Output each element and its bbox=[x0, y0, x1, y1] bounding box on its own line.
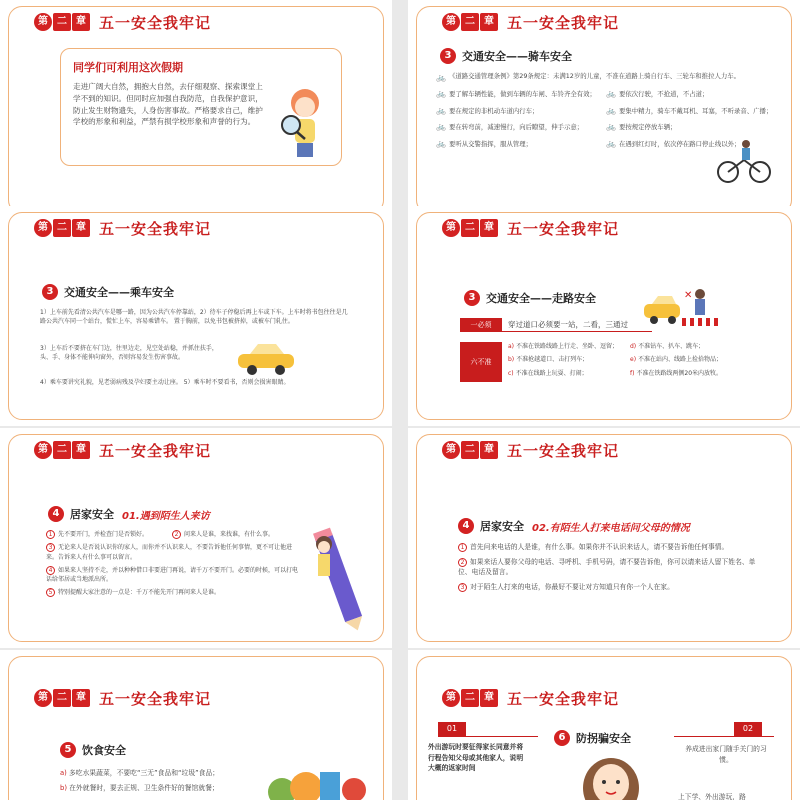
bike-icon: 🚲 bbox=[436, 73, 446, 82]
tag-02: 02 bbox=[734, 722, 762, 736]
bike-icon: 🚲 bbox=[606, 105, 616, 115]
section-number: 5 bbox=[60, 742, 76, 758]
tag-underline bbox=[674, 736, 774, 737]
item-letter: b) bbox=[508, 356, 515, 364]
chapter-char: 第 bbox=[442, 689, 460, 707]
slide-title: 五一安全我牢记 bbox=[99, 219, 212, 238]
visitor-rules bbox=[46, 530, 298, 602]
rule-text: 要在规定的非机动车道内行车； bbox=[448, 106, 539, 115]
slide-title: 五一安全我牢记 bbox=[507, 441, 620, 460]
item-text: 不准在铁路线两侧20米内放牧。 bbox=[636, 369, 723, 377]
rule-text: 在遇到红灯时，依次停在路口停止线以外； bbox=[618, 139, 741, 148]
item-text: 不准钻车、扒车、跳车； bbox=[638, 343, 705, 350]
item-letter: a) bbox=[60, 769, 67, 777]
slide-header bbox=[442, 218, 619, 238]
cyclist-illustration bbox=[714, 140, 774, 184]
chapter-char: 章 bbox=[72, 219, 90, 237]
chapter-char: 章 bbox=[480, 13, 498, 31]
svg-text:✕: ✕ bbox=[684, 290, 693, 301]
section-title: 居家安全 bbox=[480, 520, 524, 533]
chapter-char: 二 bbox=[461, 689, 479, 707]
chapter-char: 第 bbox=[34, 219, 52, 237]
anti-abduction-tip-2: 养成进出家门随手关门的习惯。 bbox=[685, 745, 767, 764]
woman-portrait bbox=[576, 754, 646, 800]
bus-rule-4: 4）乘车要讲究礼貌，见老弱病残及孕妇要主动让座。 5）乘车时不要看书，否则会损害眼睛。 bbox=[40, 379, 290, 386]
six-label: 六不准 bbox=[460, 342, 502, 382]
bus-rule-3: 3）上车后不要挤在车门边，往里边走，见空处站稳，并抓住扶手，头、手、身体不能伸向窗外，否则容易发生伤害事故。 bbox=[40, 345, 218, 362]
chapter-char: 章 bbox=[480, 689, 498, 707]
section-number: 3 bbox=[464, 290, 480, 306]
content-box bbox=[60, 48, 342, 166]
rule-text: 《道路交通管理条例》第29条规定：未满12岁的儿童，不准在道路上骑自行车、三轮车和推拉人力车。 bbox=[448, 72, 741, 80]
item-text: 特别提醒大家注意的一点是：千万不能先开门再问来人是谁。 bbox=[58, 589, 221, 597]
item-number: 1 bbox=[46, 530, 55, 539]
item-letter: b) bbox=[60, 783, 67, 792]
chapter-char: 二 bbox=[53, 689, 71, 707]
chapter-char: 二 bbox=[53, 441, 71, 459]
item-text: 对于陌生人打来的电话，你最好不要让对方知道只有你一个人在家。 bbox=[470, 582, 674, 591]
rule-text: 要依次行驶，不抢道，不占道； bbox=[618, 90, 709, 99]
chapter-char: 第 bbox=[442, 441, 460, 459]
section-title: 交通安全——走路安全 bbox=[486, 292, 596, 305]
item-text: 不准在站内、线路上捡拾物品； bbox=[637, 356, 722, 364]
tag-01: 01 bbox=[438, 722, 466, 736]
chapter-char: 第 bbox=[442, 219, 460, 237]
slide-header bbox=[34, 12, 211, 32]
bus-rule-1: 1）上车前先看清公共汽车是哪一路，因为公共汽车停靠站，2）待车子停稳后再上车或下车。上车时将书包往往是几路公共汽车同一个站台，慌忙上车，容易乘错车。 置于胸前，以免书包被挤掉，或被车门轧住。 bbox=[40, 309, 348, 326]
section-subtitle: 02.有陌生人打来电话问父母的情况 bbox=[532, 522, 690, 534]
bike-icon: 🚲 bbox=[606, 122, 616, 132]
bike-icon: 🚲 bbox=[436, 138, 446, 148]
item-text: 不准在线路上玩耍、打闹； bbox=[515, 369, 588, 377]
bike-icon: 🚲 bbox=[606, 89, 616, 99]
item-text: 不准在铁路线路上行走、坐卧、逗留； bbox=[515, 343, 618, 350]
slide-4[interactable] bbox=[408, 206, 800, 426]
item-letter: c) bbox=[508, 369, 514, 377]
item-text: 如果来人坚持不走，并以种种借口非要进门再说，请千万不要开门。必要的时候，可以打电话给邻居或当地派出所。 bbox=[46, 566, 299, 584]
chapter-char: 第 bbox=[34, 689, 52, 707]
slide-title: 五一安全我牢记 bbox=[507, 13, 620, 32]
section-heading bbox=[60, 742, 126, 758]
rule-text: 要集中精力，骑车不戴耳机、耳塞，不听录音、广播； bbox=[618, 106, 773, 115]
section-subtitle: 01.遇到陌生人来访 bbox=[122, 510, 210, 522]
chapter-char: 二 bbox=[461, 219, 479, 237]
slide-title: 五一安全我牢记 bbox=[99, 441, 212, 460]
item-text: 首先问来电话的人是谁，有什么事。如果你并不认识来话人，请不要告诉他任何事情。 bbox=[470, 543, 729, 551]
chapter-char: 章 bbox=[480, 441, 498, 459]
section-title: 交通安全——骑车安全 bbox=[462, 50, 572, 63]
bike-icon: 🚲 bbox=[436, 89, 446, 99]
six-list bbox=[508, 342, 752, 382]
item-text: 如果来话人要你父母的电话、寻呼机、手机号码，请不要告诉他，你可以请来话人留下姓名、单位、电话及留言。 bbox=[458, 557, 756, 577]
chapter-char: 二 bbox=[461, 441, 479, 459]
slide-2[interactable] bbox=[408, 0, 800, 220]
box-body: 走进广阔大自然，拥抱大自然，去仔细观察、探索课堂上学不到的知识。但同时应加强自我防范，自我保护意识，防止发生财物遗失，人身伤害事故。严格要求自己，维护学校的形象和利益，严禁有损学校形象和声誉的行为。 bbox=[73, 82, 263, 127]
groceries-illustration bbox=[262, 758, 372, 800]
bike-icon: 🚲 bbox=[436, 122, 446, 132]
section-heading bbox=[458, 518, 690, 534]
rule-text: 要按规定停放车辆； bbox=[618, 123, 677, 132]
item-number: 3 bbox=[458, 583, 467, 592]
section-title: 居家安全 bbox=[70, 508, 114, 521]
section-heading bbox=[464, 290, 596, 306]
item-text: 在外就餐时，要去正规、卫生条件好的餐馆就餐； bbox=[69, 783, 219, 792]
section-title: 防拐骗安全 bbox=[576, 732, 631, 745]
slide-header bbox=[442, 12, 619, 32]
car-illustration bbox=[234, 340, 298, 376]
chapter-char: 章 bbox=[72, 441, 90, 459]
slide-header bbox=[442, 688, 619, 708]
must-text: 穿过道口必须要一站，二看，三通过 bbox=[502, 318, 652, 332]
item-number: 1 bbox=[458, 543, 467, 552]
slide-6[interactable] bbox=[408, 428, 800, 648]
item-letter: e) bbox=[630, 356, 637, 364]
item-letter: f) bbox=[630, 369, 635, 377]
tag-underline bbox=[438, 736, 538, 737]
slide-title: 五一安全我牢记 bbox=[507, 689, 620, 708]
slide-title: 五一安全我牢记 bbox=[99, 689, 212, 708]
slide-8[interactable] bbox=[408, 650, 800, 800]
slide-frame bbox=[416, 434, 792, 642]
slide-frame bbox=[416, 212, 792, 420]
rule-text: 要听从交警指挥，服从管理； bbox=[448, 139, 533, 148]
item-number: 2 bbox=[172, 530, 181, 539]
girl-magnifier-illustration bbox=[275, 85, 337, 163]
chapter-char: 章 bbox=[72, 13, 90, 31]
crossing-illustration bbox=[642, 286, 722, 328]
slide-header bbox=[442, 440, 619, 460]
anti-abduction-tip-3: 上下学、外出游玩，路 bbox=[678, 793, 746, 800]
food-rules bbox=[60, 768, 260, 797]
slide-5[interactable] bbox=[0, 428, 392, 648]
slide-1[interactable] bbox=[0, 0, 392, 220]
anti-abduction-tip-1: 外出游玩时要征得家长同意并将行程告知父母或其他家人，说明大概的返家时间 bbox=[428, 743, 524, 773]
slide-header bbox=[34, 218, 211, 238]
slide-header bbox=[34, 688, 211, 708]
chapter-char: 第 bbox=[34, 441, 52, 459]
item-number: 2 bbox=[458, 558, 467, 567]
chapter-char: 二 bbox=[53, 219, 71, 237]
girl-pencil-illustration bbox=[306, 524, 370, 634]
slide-header bbox=[34, 440, 211, 460]
chapter-char: 章 bbox=[72, 689, 90, 707]
chapter-char: 第 bbox=[442, 13, 460, 31]
slide-3[interactable] bbox=[0, 206, 392, 426]
section-number: 3 bbox=[42, 284, 58, 300]
rule-text: 要在转弯前，减速慢行，向后瞭望，伸手示意； bbox=[448, 123, 584, 132]
chapter-char: 第 bbox=[34, 13, 52, 31]
section-number: 3 bbox=[440, 48, 456, 64]
item-letter: a) bbox=[508, 343, 515, 350]
slide-7[interactable] bbox=[0, 650, 392, 800]
section-heading bbox=[48, 506, 210, 522]
item-text: 先不要开门，并检查门是否锁好。 bbox=[58, 531, 149, 538]
item-number: 5 bbox=[46, 588, 55, 597]
item-text: 不准抢越道口、击打列车； bbox=[516, 356, 589, 364]
box-title: 同学们可利用这次假期 bbox=[73, 61, 183, 74]
item-number: 4 bbox=[46, 566, 55, 575]
must-label: 一必须 bbox=[460, 318, 502, 332]
section-heading bbox=[440, 48, 572, 64]
section-title: 饮食安全 bbox=[82, 744, 126, 757]
slide-title: 五一安全我牢记 bbox=[507, 219, 620, 238]
rule-text: 要了解车辆性能，做到车辆的车闸、车铃齐全有效； bbox=[448, 90, 596, 99]
section-number: 4 bbox=[48, 506, 64, 522]
chapter-char: 章 bbox=[480, 219, 498, 237]
section-heading bbox=[554, 730, 631, 746]
section-title: 交通安全——乘车安全 bbox=[64, 286, 174, 299]
item-text: 问来人是谁，来找谁，有什么事。 bbox=[184, 531, 275, 538]
item-text: 多吃水果蔬菜，不要吃“三无”食品和“垃圾”食品； bbox=[69, 769, 220, 777]
item-text: 无论来人是否说认识你的家人，而你并不认识来人，不要告诉他任何事情，更不可让他进来。告诉来人有什么事可以留言。 bbox=[46, 544, 293, 561]
item-number: 3 bbox=[46, 543, 55, 552]
section-heading bbox=[42, 284, 174, 300]
bike-icon: 🚲 bbox=[436, 105, 446, 115]
chapter-char: 二 bbox=[53, 13, 71, 31]
bike-icon: 🚲 bbox=[606, 138, 616, 148]
chapter-char: 二 bbox=[461, 13, 479, 31]
section-number: 6 bbox=[554, 730, 570, 746]
section-number: 4 bbox=[458, 518, 474, 534]
phone-rules bbox=[458, 542, 758, 596]
item-letter: d) bbox=[630, 343, 637, 350]
slide-title: 五一安全我牢记 bbox=[99, 13, 212, 32]
